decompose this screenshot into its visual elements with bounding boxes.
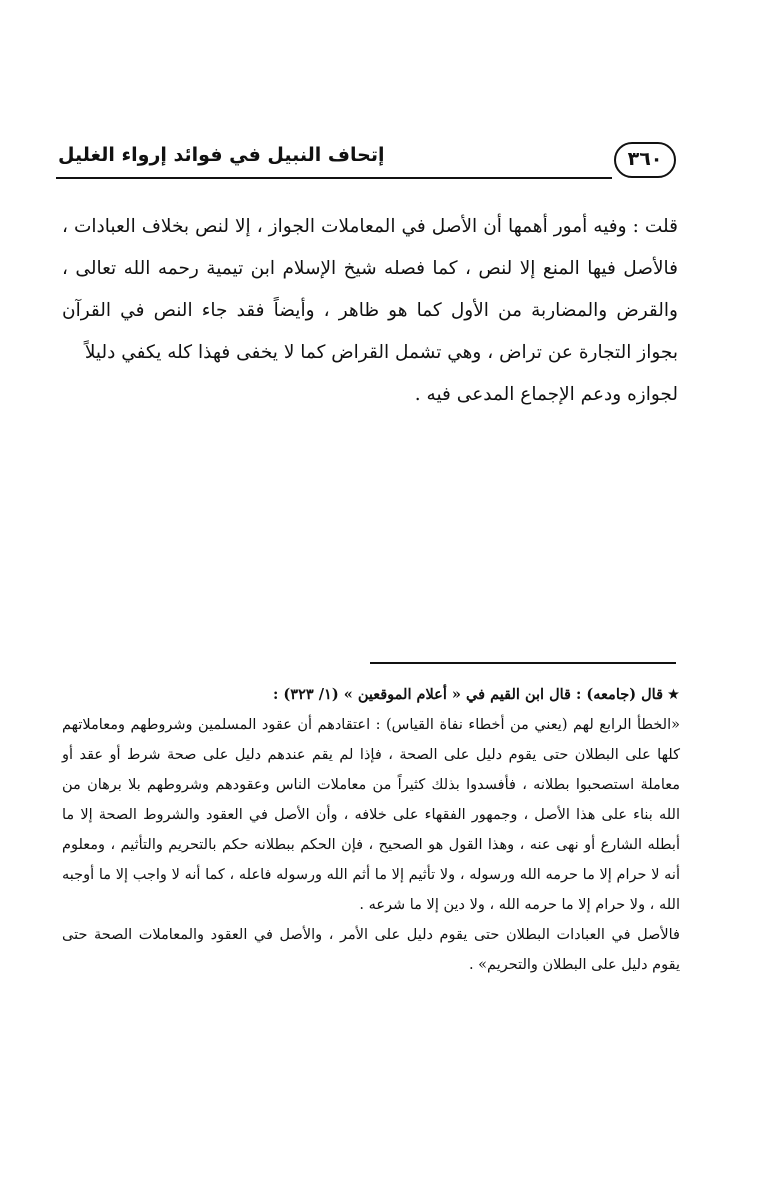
footnote-heading xyxy=(62,680,680,710)
header-rule xyxy=(56,177,612,179)
page-header xyxy=(56,140,676,184)
page-number: ٣٦٠ xyxy=(614,142,676,178)
main-body xyxy=(62,206,678,416)
main-paragraph-end: لجوازه ودعم الإجماع المدعى فيه . xyxy=(414,384,678,405)
star-icon: ★ xyxy=(667,687,680,703)
footnote-divider xyxy=(370,662,676,664)
main-paragraph: قلت : وفيه أمور أهمها أن الأصل في المعاملات الجواز ، إلا لنص بخلاف العبادات ، فالأصل فيها المنع إلا لنص ، كما فصله شيخ الإسلام ابن تيمية رحمه الله تعالى ، والقرض والمضاربة من الأول كما هو ظاهر ، وأيضاً فقد جاء النص في القرآن بجواز التجارة عن تراض ، وهي تشمل القراض كما لا يخفى فهذا كله يكفي دليلاً xyxy=(62,216,678,363)
footnote-conclusion: فالأصل في العبادات البطلان حتى يقوم دليل على الأمر ، والأصل في العقود والمعاملات الصحة حتى يقوم دليل على البطلان والتحريم» . xyxy=(62,927,680,973)
footnote-quote: «الخطأ الرابع لهم (يعني من أخطاء نفاة القياس) : اعتقادهم أن عقود المسلمين وشروطهم ومعاملاتهم كلها على البطلان حتى يقوم دليل على الصحة ، فإذا لم يقم عندهم دليل على صحة شرط أو عقد أو معاملة استصحبوا بطلانه ، فأفسدوا بذلك كثيراً من معاملات الناس وعقودهم وشروطهم بلا برهان من الله بناء على هذا الأصل ، وجمهور الفقهاء على خلافه ، وأن الأصل في العقود والشروط الصحة إلا ما أبطله الشارع أو نهى عنه ، وهذا القول هو الصحيح ، فإن الحكم ببطلانه حكم بالتحريم والتأثيم ، ومعلوم أنه لا حرام إلا ما حرمه الله ورسوله ، ولا تأثيم إلا ما أثم الله ورسوله فاعله ، كما أنه لا واجب إلا ما أوجبه الله ، ولا حرام إلا ما حرمه الله ، ولا دين إلا ما شرعه . xyxy=(62,717,680,913)
book-title: إتحاف النبيل في فوائد إرواء الغليل xyxy=(58,144,385,166)
footnote-heading-text: قال (جامعه) : قال ابن القيم في « أعلام الموقعين » (١/ ٣٢٣) : xyxy=(273,686,663,703)
footnote xyxy=(62,680,680,980)
